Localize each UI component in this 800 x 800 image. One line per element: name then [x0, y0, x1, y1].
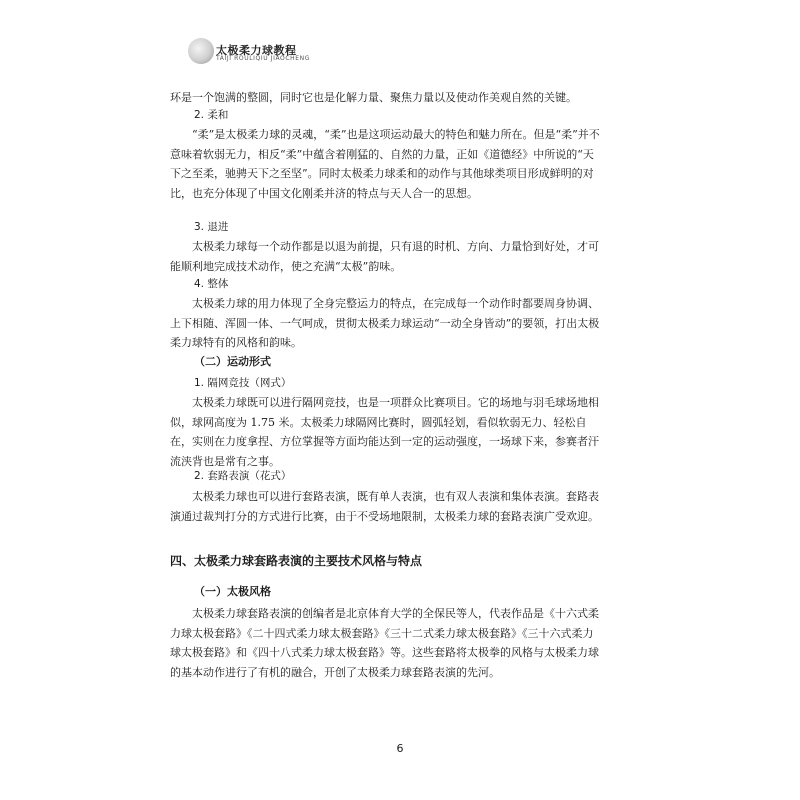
- subheading-gewang: 1. 隔网竞技（网式）: [194, 377, 292, 389]
- paragraph-rouhe: “柔”是太极柔力球的灵魂，“柔”也是这项运动最大的特色和魅力所在。但是“柔”并不意味着软弱无力，相反“柔”中蕴含着刚猛的、自然的力量，正如《道德经》中所说的“天下之至柔，驰骋天下之至坚”。同时太极柔力球柔和的动作与其他球类项目形成鲜明的对比，也充分体现了中国文化刚柔并济的特点与天人合一的思想。: [170, 128, 600, 200]
- header-title: 太极柔力球教程: [216, 44, 297, 57]
- book-logo-icon: [188, 38, 214, 64]
- paragraph-taolu: 太极柔力球也可以进行套路表演，既有单人表演，也有双人表演和集体表演。套路表演通过裁判打分的方式进行比赛，由于不受场地限制，太极柔力球的套路表演广受欢迎。: [170, 490, 599, 523]
- header-subtitle: TAIJI ROULIQIU JIAOCHENG: [216, 55, 310, 62]
- subheading-taolu: 2. 套路表演（花式）: [194, 470, 292, 482]
- heading-taiji-fengge: （一）太极风格: [194, 585, 271, 598]
- heading-yundong-xingshi: （二）运动形式: [194, 355, 271, 368]
- paragraph-taiji-fengge: 太极柔力球套路表演的创编者是北京体育大学的全保民等人，代表作品是《十六式柔力球太极套路》《二十四式柔力球太极套路》《三十二式柔力球太极套路》《三十六式柔力球太极套路》和《四十八式柔力球太极套路》等。这些套路将太极拳的风格与太极柔力球的基本动作进行了有机的融合，开创了太极柔力球套路表演的先河。: [170, 607, 599, 679]
- paragraph-tuijin: 太极柔力球每一个动作都是以退为前提，只有退的时机、方向、力量恰到好处，才可能顺利地完成技术动作，使之充满“太极”韵味。: [170, 240, 599, 273]
- subheading-zhengti: 4. 整体: [194, 278, 229, 290]
- paragraph-gewang: 太极柔力球既可以进行隔网竞技，也是一项群众比赛项目。它的场地与羽毛球场地相似，球网高度为 1.75 米。太极柔力球隔网比赛时，圆弧轻划，看似软弱无力、轻松自在，实则在力度拿捏、方位掌握等方面均能达到一定的运动强度，一场球下来，参赛者汗流浃背也是常有之事。: [170, 396, 599, 468]
- page-number: 6: [396, 742, 404, 755]
- subheading-tuijin: 3. 退进: [194, 221, 229, 233]
- paragraph-continuation: 环是一个饱满的整圆，同时它也是化解力量、聚焦力量以及使动作美观自然的关键。: [170, 91, 577, 104]
- section-heading-4: 四、太极柔力球套路表演的主要技术风格与特点: [170, 554, 423, 568]
- subheading-rouhe: 2. 柔和: [194, 109, 229, 121]
- paragraph-zhengti: 太极柔力球的用力体现了全身完整运力的特点，在完成每一个动作时都要周身协调、上下相随、浑圆一体、一气呵成，贯彻太极柔力球运动“一动全身皆动”的要领，打出太极柔力球特有的风格和韵味。: [170, 297, 600, 349]
